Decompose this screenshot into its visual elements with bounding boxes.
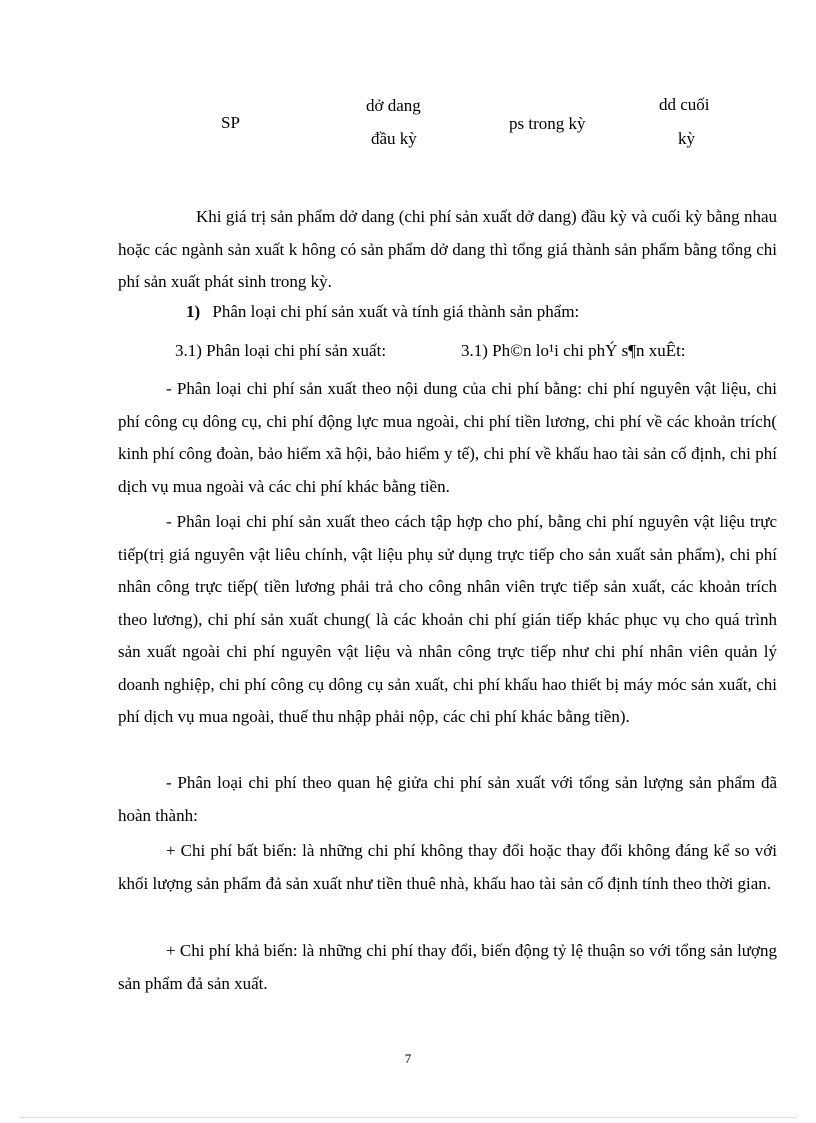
page-number: 7 — [404, 1051, 412, 1066]
section-heading-number: 1) — [186, 302, 201, 321]
subsection-title: 3.1) Phân loại chi phí sản xuất: — [175, 341, 387, 360]
header-col-period: ps trong kỳ — [509, 114, 586, 133]
section-heading-text: Phân loại chi phí sản xuất và tính giá thành sản phẩm: — [212, 302, 580, 321]
subsection-garbled-title: 3.1) Ph©n lo¹i chi phÝ s¶n xuÊt: — [461, 341, 686, 360]
paragraph-variable-cost: + Chi phí khả biến: là những chi phí thay đổi, biến động tỷ lệ thuận so với tổng sản lượng sản phẩm đả sản xuất. — [118, 941, 777, 993]
paragraph-by-relation: - Phân loại chi phí theo quan hệ giửa chi phí sản xuất với tổng sản lượng sản phẩm đã hoàn thành: — [118, 773, 777, 825]
header-col-ending-line2: kỳ — [678, 129, 695, 148]
header-col-sp: SP — [221, 113, 240, 132]
paragraph-by-content: - Phân loại chi phí sản xuất theo nội dung của chi phí bằng: chi phí nguyên vật liệu, chi phí công cụ dông cụ, chi phí động lực mua ngoài, chi phí tiền lương, chi phí về các khoản trích( kinh phí công đoàn, bảo hiểm xã hội, bảo hiểm y tế), chi phí về khấu hao tài sản cố định, chi phí dịch vụ mua ngoài và các chi phí khác bằng tiền. — [118, 379, 777, 496]
section-heading — [186, 302, 579, 322]
paragraph-by-method: - Phân loại chi phí sản xuất theo cách tập hợp cho phí, bằng chi phí nguyên vật liệu trực tiếp(trị giá nguyên vật liêu chính, vật liệu phụ sử dụng trực tiếp cho sản xuất sản phẩm), chi phí nhân công trực tiếp( tiền lương phải trả cho công nhân viên trực tiếp sản xuất, các khoản trích theo lương), chi phí sản xuất chung( là các khoản chi phí gián tiếp khác phục vụ cho quá trình sản xuất ngoài chi phí nguyên vật liệu và nhân công trực tiếp như chi phí nhân viên quản lý doanh nghiệp, chi phí công cụ dông cụ sản xuất, chi phí khấu hao thiết bị máy móc sản xuất, chi phí dịch vụ mua ngoài, thuế thu nhập phải nộp, các chi phí khác bằng tiền). — [118, 512, 777, 726]
footer-divider — [20, 1117, 796, 1118]
header-col-beginning-line2: đầu kỳ — [371, 129, 417, 148]
header-col-beginning-line1: dở dang — [366, 96, 421, 115]
intro-paragraph: Khi giá trị sản phẩm dở dang (chi phí sản xuất dở dang) đầu kỳ và cuối kỳ bằng nhau hoặc các ngành sản xuất k hông có sản phẩm dở dang thì tổng giá thành sản phẩm bằng tổng chi phí sản xuất phát sinh trong kỳ. — [118, 207, 777, 291]
paragraph-fixed-cost: + Chi phí bất biến: là những chi phí không thay đổi hoặc thay đổi không đáng kể so với khối lượng sản phẩm đả sản xuất như tiền thuê nhà, khấu hao tài sản cố định tính theo thời gian. — [118, 841, 777, 893]
header-col-ending-line1: dd cuối — [659, 95, 710, 114]
